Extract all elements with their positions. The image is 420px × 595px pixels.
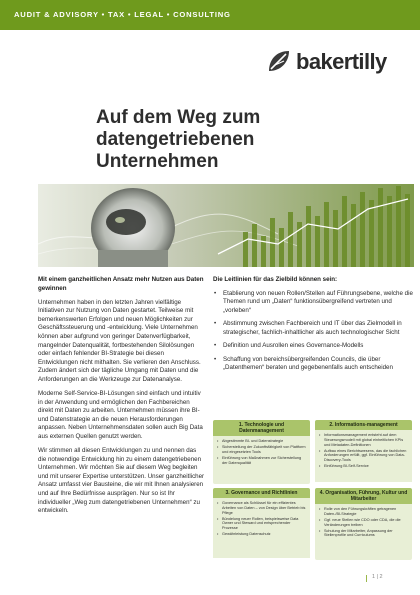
- guideline-item: • Abstimmung zwischen Fachbereich und IT über das Zielmodell in strategischer, fachlich-inhaltlicher als auch technologischer Sicht: [213, 320, 413, 337]
- intro-paragraph-3: Wir stimmen all diesen Entwicklungen zu und nennen das die notwendige Entwicklung hin zu einem datengetriebenen Unternehmen. Wir möchten Sie auf diesem Weg begleiten und mit unserer Expertise unterstützen. Unser ganzheitlicher Ansatz umfasst vier Bausteine, die wir mit Ihnen analysieren und auf Ihre Bedürfnisse ausprägen. Nur so ist Ihr individueller „Weg zum datengetriebenen Unternehmen“ zu entwickeln.: [38, 447, 205, 515]
- page-title-line-1: Auf dem Weg zum datengetriebenen: [96, 107, 261, 150]
- block-information: [315, 420, 412, 484]
- block-item: • Governance als Schlüssel für ein effizientes Arbeiten von Daten – von Design über Betrieb bis Pflege: [216, 501, 307, 515]
- block-item: • Abgestimmte BI- und Datenstrategie: [216, 439, 307, 444]
- page-title: [96, 107, 416, 173]
- block-title: 1. Technologie und Datenmanagement: [213, 420, 310, 436]
- block-item: • Bündelung neuer Rollen, beispielsweise Data Owner und Steward und entsprechender Prozesse: [216, 517, 307, 531]
- logo-leaf-icon: [266, 48, 292, 74]
- hero-image: [38, 184, 414, 267]
- block-technology: [213, 420, 310, 484]
- robot-and-data-chart-image: [38, 184, 414, 267]
- page-title-line-2: Unternehmen: [96, 151, 219, 172]
- block-governance: [213, 488, 310, 560]
- page-number: 1 | 2: [372, 574, 383, 580]
- guideline-item: • Schaffung von bereichsübergreifenden Councils, die über „Datenthemen“ beraten und gegebenenfalls auch entscheiden: [213, 356, 413, 373]
- top-banner: [0, 0, 420, 30]
- brand-name: bakertilly: [296, 49, 387, 74]
- intro-paragraph-2: Moderne Self-Service-BI-Lösungen sind einfach und intuitiv in der Anwendung und ermöglichen den Fachbereichen direkt mit Daten zu arbeiten. Unternehmen müssen ihre BI- und Datenstrategie an die neuen Herausforderungen anpassen. Neben Unternehmensdaten sollen auch Big Data aus externen Quellen genutzt werden.: [38, 390, 203, 440]
- block-organisation: [315, 488, 412, 560]
- block-item: • Schulung der Mitarbeiter, Anpassung der Stellenprofile und Curriculums: [318, 529, 409, 539]
- block-item: • Informationsmanagement entsteht auf dem Steuerungsmodell mit global einheitlichen KPIs und Metadaten-Definitionen: [318, 433, 409, 447]
- block-title: 4. Organisation, Führung, Kultur und Mitarbeiter: [315, 488, 412, 504]
- block-item: • Aufbau eines Berichtswesens, das die fachlichen Anforderungen erfüllt, ggf. Einführung von Data-Discovery-Tools: [318, 449, 409, 463]
- block-item: • Sicherstellung der Zukunftsfähigkeit von Plattform und eingesetzten Tools: [216, 445, 307, 455]
- block-item: • Ggf. neue Stellen wie CDO oder CDA, die die Veränderungen treiben: [318, 518, 409, 528]
- block-title: 3. Governance und Richtlinien: [213, 488, 310, 498]
- intro-paragraph-1: Unternehmen haben in den letzten Jahren vielfältige Initiativen zur Nutzung von Daten gestartet. Teilweise mit bemerkenswerten Erfolgen und neuen Möglichkeiten zur Geschäftssteuerung und -entwicklung. Viele Unternehmen können aber aufgrund von geringer Datenverfügbarkeit, mangelnder Datenqualität, fortbestehenden Silolösungen oder einfach fehlender BI-Strategie bei diesen Entwicklungen nicht mithalten. Sie verlieren den Anschluss. Zudem ändert sich der tägliche Umgang mit Daten und die Anforderungen an die Werkzeuge zur Datenanalyse.: [38, 298, 201, 383]
- block-title: 2. Informations-management: [315, 420, 412, 430]
- intro-lead: Mit einem ganzheitlichen Ansatz mehr Nutzen aus Daten gewinnen: [38, 276, 204, 292]
- service-lines: AUDIT & ADVISORY • TAX • LEGAL • CONSULTING: [14, 10, 231, 19]
- right-column: [213, 276, 413, 378]
- block-item: • Gewährleistung Datenschutz: [216, 532, 307, 537]
- block-item: • Einführung von Maßnahmen zur Sicherstellung der Datenqualität: [216, 456, 307, 466]
- footer-divider: [366, 575, 367, 582]
- block-item: • Rolle von den Führungskräften getragenen Daten-/BI-Strategie: [318, 507, 409, 517]
- bakertilly-logo: [266, 46, 412, 76]
- guideline-item: • Definition und Ausrollen eines Governance-Modells: [213, 342, 413, 351]
- guideline-item: • Etablierung von neuen Rollen/Stellen auf Führungsebene, welche die Themen rund um „Daten“ funktionsübergreifend vertreten und „vorleben“: [213, 290, 413, 316]
- block-item: • Einführung BI-Self-Service: [318, 464, 409, 469]
- left-column: [38, 276, 205, 521]
- guidelines-title: Die Leitlinien für das Zielbild können sein:: [213, 276, 338, 283]
